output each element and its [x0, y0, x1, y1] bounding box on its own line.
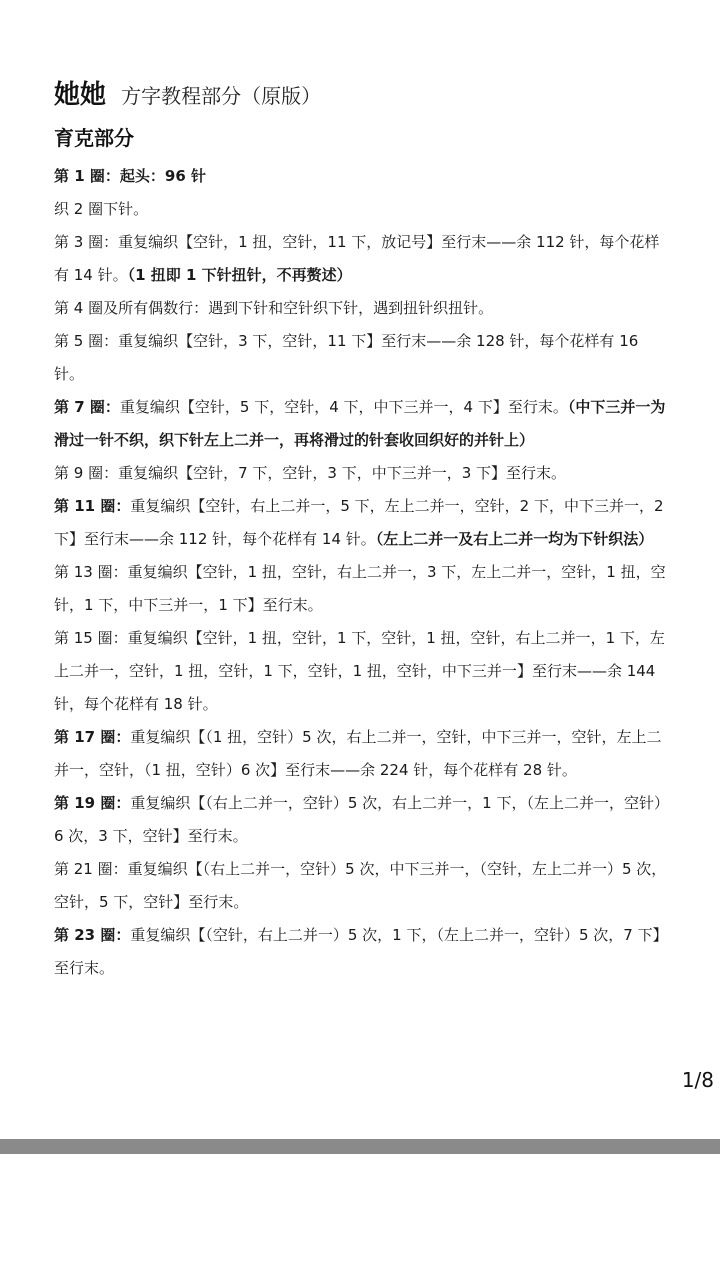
- page-indicator: 1/8: [681, 1068, 714, 1092]
- row-note: （中下三并一为滑过一针不织，织下针左上二并一，再将滑过的针套收回织好的并针上）: [54, 398, 666, 449]
- row-note: （左上二并一及右上二并一均为下针织法）: [375, 530, 654, 548]
- row-instruction: [54, 325, 670, 391]
- row-text: 重复编织【空针，1 扭，空针，1 下，空针，1 扭，空针，右上二并一，1 下，左上二并一，空针，1 扭，空针，1 下，空针，1 扭，空针，中下三并一】至行末——余 144 针，每个花样有 18 针。: [54, 629, 665, 713]
- row-instruction: [54, 853, 670, 919]
- pattern-instructions: [54, 160, 670, 985]
- row-text: 重复编织【空针，7 下，空针，3 下，中下三并一，3 下】至行末。: [118, 464, 567, 482]
- row-instruction: [54, 490, 670, 556]
- row-text: 织 2 圈下针。: [54, 200, 149, 218]
- row-label: 第 21 圈：: [54, 860, 128, 878]
- row-label: 第 11 圈：: [54, 497, 131, 515]
- row-instruction: [54, 160, 670, 193]
- row-note: （1 扭即 1 下针扭针，不再赘述）: [127, 266, 352, 284]
- row-instruction: [54, 787, 670, 853]
- row-instruction: [54, 391, 670, 457]
- row-text: 第 4 圈及所有偶数行：遇到下针和空针织下针，遇到扭针织扭针。: [54, 299, 494, 317]
- row-label: 第 9 圈：: [54, 464, 119, 482]
- title-main: 她她: [54, 80, 107, 110]
- title-subtitle: 方字教程部分（原版）: [121, 84, 322, 108]
- row-label: 第 15 圈：: [54, 629, 128, 647]
- row-instruction: [54, 457, 670, 490]
- row-text: 重复编织【空针，1 扭，空针，右上二并一，3 下，左上二并一，空针，1 扭，空针，1 下，中下三并一，1 下】至行末。: [54, 563, 666, 614]
- section-heading: 育克部分: [54, 126, 134, 150]
- row-instruction: [54, 292, 670, 325]
- row-text: 重复编织【空针，3 下，空针，11 下】至行末——余 128 针，每个花样有 16 针。: [54, 332, 639, 383]
- page-divider-bar: [0, 1139, 720, 1154]
- row-text: 重复编织【（1 扭，空针）5 次，右上二并一，空针，中下三并一，空针，左上二并一，空针，（1 扭，空针）6 次】至行末——余 224 针，每个花样有 28 针。: [54, 728, 662, 779]
- row-text: 重复编织【空针，5 下，空针，4 下，中下三并一，4 下】至行末。: [119, 398, 568, 416]
- row-label: 第 19 圈：: [54, 794, 131, 812]
- row-label: 第 3 圈：: [54, 233, 119, 251]
- row-label: 第 1 圈：起头：96 针: [54, 167, 206, 185]
- row-instruction: [54, 622, 670, 721]
- row-instruction: [54, 721, 670, 787]
- row-text: 重复编织【（右上二并一，空针）5 次，右上二并一，1 下，（左上二并一，空针）6 次，3 下，空针】至行末。: [54, 794, 669, 845]
- document-title: [54, 74, 321, 111]
- row-text: 重复编织【（右上二并一，空针）5 次，中下三并一，（空针，左上二并一）5 次，空针，5 下，空针】至行末。: [54, 860, 667, 911]
- row-label: 第 7 圈：: [54, 398, 120, 416]
- row-text: 重复编织【（空针，右上二并一）5 次，1 下，（左上二并一，空针）5 次，7 下】至行末。: [54, 926, 668, 977]
- row-label: 第 5 圈：: [54, 332, 119, 350]
- row-instruction: [54, 193, 670, 226]
- row-text: 重复编织【空针，右上二并一，5 下，左上二并一，空针，2 下，中下三并一，2 下】至行末——余 112 针，每个花样有 14 针。: [54, 497, 664, 548]
- row-instruction: [54, 556, 670, 622]
- row-label: 第 23 圈：: [54, 926, 131, 944]
- row-instruction: [54, 226, 670, 292]
- row-label: 第 17 圈：: [54, 728, 131, 746]
- row-label: 第 13 圈：: [54, 563, 128, 581]
- row-text: 重复编织【空针，1 扭，空针，11 下，放记号】至行末——余 112 针，每个花样有 14 针。: [54, 233, 660, 284]
- row-instruction: [54, 919, 670, 985]
